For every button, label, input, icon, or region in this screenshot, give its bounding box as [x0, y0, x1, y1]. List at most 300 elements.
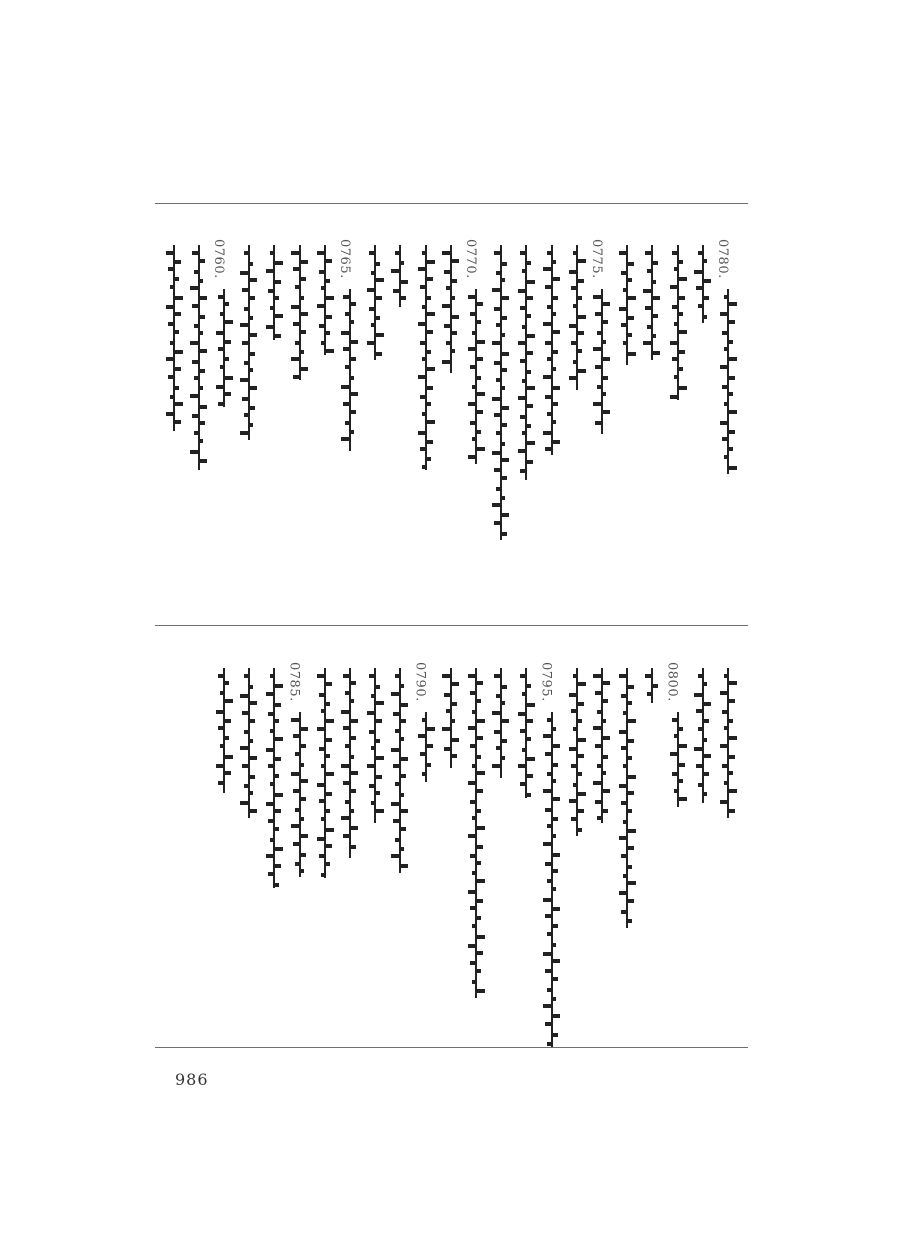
- glyph-stroke: [240, 323, 249, 327]
- glyph-stroke: [552, 797, 560, 801]
- glyph-stroke: [274, 719, 279, 723]
- glyph-stroke: [526, 684, 531, 688]
- glyph-stroke: [274, 737, 283, 741]
- glyph-stroke: [442, 251, 451, 255]
- glyph-stroke: [470, 691, 476, 695]
- glyph-stroke: [627, 719, 636, 723]
- glyph-stroke: [518, 449, 526, 453]
- glyph-stroke: [317, 837, 325, 841]
- glyph-stroke: [602, 736, 610, 740]
- glyph-stroke: [300, 817, 304, 821]
- glyph-stroke: [391, 692, 400, 696]
- glyph-stroke: [492, 503, 501, 507]
- glyph-stroke: [593, 674, 602, 678]
- glyph-stroke: [249, 316, 253, 320]
- glyph-stroke: [190, 394, 199, 398]
- glyph-stroke: [295, 808, 300, 812]
- glyph-stroke: [426, 367, 435, 371]
- glyph-stroke: [422, 357, 426, 361]
- glyph-stroke: [501, 423, 507, 427]
- glyph-stroke: [216, 764, 224, 768]
- glyph-stroke: [451, 682, 459, 686]
- glyph-stroke: [291, 305, 300, 309]
- glyph-stroke: [224, 719, 231, 723]
- line-number: 0780.: [715, 239, 730, 279]
- glyph-stroke: [426, 763, 431, 767]
- glyph-stroke: [602, 302, 610, 306]
- glyph-stroke: [375, 791, 380, 795]
- glyph-stroke: [552, 350, 558, 354]
- glyph-stroke: [400, 280, 408, 284]
- glyph-stroke: [496, 378, 501, 382]
- glyph-stroke: [728, 719, 733, 723]
- glyph-stroke: [293, 322, 300, 326]
- glyph-stroke: [577, 772, 582, 776]
- glyph-stroke: [602, 699, 608, 703]
- glyph-stroke: [543, 898, 552, 902]
- glyph-stroke: [674, 267, 678, 271]
- glyph-stroke: [224, 699, 233, 703]
- glyph-stroke: [678, 386, 687, 390]
- glyph-stroke: [224, 392, 231, 396]
- glyph-stroke: [350, 410, 356, 414]
- glyph-stroke: [174, 330, 179, 334]
- glyph-stroke: [619, 836, 627, 840]
- glyph-stroke: [476, 916, 481, 920]
- glyph-stroke: [476, 935, 485, 939]
- glyph-stroke: [418, 322, 426, 326]
- glyph-stroke: [321, 341, 325, 345]
- glyph-stroke: [240, 694, 249, 698]
- glyph-stroke: [274, 334, 281, 338]
- glyph-stroke: [319, 747, 325, 751]
- glyph-stroke: [295, 285, 300, 289]
- glyph-stroke: [369, 307, 375, 311]
- glyph-stroke: [476, 392, 485, 396]
- glyph-stroke: [270, 306, 274, 310]
- glyph-stroke: [371, 746, 375, 750]
- glyph-stroke: [224, 771, 231, 775]
- glyph-stroke: [722, 764, 728, 768]
- glyph-stroke: [552, 277, 560, 281]
- glyph-stroke: [268, 819, 274, 823]
- glyph-stroke: [470, 800, 476, 804]
- glyph-stroke: [451, 754, 457, 758]
- glyph-stroke: [522, 692, 526, 696]
- glyph-stroke: [249, 386, 257, 390]
- glyph-stroke: [602, 771, 606, 775]
- glyph-stroke: [670, 341, 678, 345]
- glyph-stroke: [577, 682, 586, 686]
- glyph-stroke: [520, 674, 526, 678]
- glyph-stroke: [577, 331, 584, 335]
- glyph-stroke: [627, 899, 634, 903]
- glyph-stroke: [400, 827, 406, 831]
- glyph-stroke: [418, 375, 426, 379]
- glyph-stroke: [552, 727, 556, 731]
- glyph-stroke: [728, 466, 737, 470]
- glyph-stroke: [192, 360, 199, 364]
- glyph-stroke: [494, 674, 501, 678]
- glyph-stroke: [274, 314, 283, 318]
- glyph-stroke: [696, 764, 703, 768]
- glyph-stroke: [451, 702, 457, 706]
- glyph-stroke: [645, 306, 652, 310]
- glyph-stroke: [420, 447, 426, 451]
- glyph-stroke: [170, 395, 174, 399]
- glyph-stroke: [724, 402, 728, 406]
- glyph-stroke: [552, 420, 556, 424]
- glyph-stroke: [426, 312, 435, 316]
- glyph-stroke: [242, 764, 249, 768]
- glyph-stroke: [293, 734, 300, 738]
- glyph-stroke: [526, 351, 533, 355]
- glyph-stroke: [244, 251, 249, 255]
- glyph-stroke: [703, 279, 711, 283]
- glyph-stroke: [174, 350, 183, 354]
- glyph-stroke: [703, 296, 709, 300]
- glyph-stroke: [526, 370, 531, 374]
- glyph-stroke: [492, 711, 501, 715]
- glyph-stroke: [395, 251, 400, 255]
- glyph-stroke: [627, 262, 634, 266]
- line-number: 0795.: [538, 662, 554, 702]
- glyph-stroke: [476, 899, 483, 903]
- glyph-stroke: [220, 744, 224, 748]
- glyph-stroke: [552, 440, 560, 444]
- glyph-stroke: [470, 961, 476, 965]
- glyph-stroke: [371, 323, 375, 327]
- glyph-stroke: [571, 817, 577, 821]
- glyph-stroke: [678, 312, 683, 316]
- glyph-stroke: [547, 932, 552, 936]
- glyph-stroke: [720, 365, 728, 369]
- glyph-stroke: [369, 730, 375, 734]
- glyph-stroke: [526, 296, 533, 300]
- glyph-stroke: [350, 376, 354, 380]
- glyph-stroke: [552, 853, 560, 857]
- glyph-stroke: [422, 305, 426, 309]
- glyph-stroke: [623, 711, 627, 715]
- glyph-stroke: [244, 413, 249, 417]
- glyph-stroke: [552, 959, 560, 963]
- glyph-stroke: [470, 854, 476, 858]
- glyph-stroke: [468, 944, 476, 948]
- glyph-stroke: [571, 709, 577, 713]
- glyph-stroke: [426, 277, 433, 281]
- glyph-stroke: [270, 674, 274, 678]
- glyph-stroke: [672, 305, 678, 309]
- glyph-stroke: [375, 685, 380, 689]
- glyph-stroke: [268, 872, 274, 876]
- glyph-stroke: [240, 801, 249, 805]
- glyph-stroke: [422, 251, 426, 255]
- glyph-stroke: [249, 809, 257, 813]
- glyph-stroke: [492, 288, 501, 292]
- glyph-stroke: [678, 727, 683, 731]
- glyph-stroke: [174, 312, 181, 316]
- glyph-stroke: [602, 392, 606, 396]
- glyph-stroke: [627, 846, 634, 850]
- glyph-stroke: [274, 296, 279, 300]
- glyph-stroke: [526, 774, 533, 778]
- glyph-stroke: [367, 341, 375, 345]
- glyph-stroke: [400, 719, 406, 723]
- glyph-stroke: [476, 969, 481, 973]
- glyph-stroke: [703, 682, 707, 686]
- glyph-stroke: [244, 361, 249, 365]
- top-rule: [155, 203, 748, 204]
- glyph-stroke: [619, 784, 627, 788]
- glyph-stroke: [369, 251, 375, 255]
- glyph-stroke: [552, 744, 560, 748]
- glyph-stroke: [552, 887, 556, 891]
- glyph-stroke: [569, 799, 577, 803]
- glyph-stroke: [672, 772, 678, 776]
- glyph-stroke: [694, 747, 703, 751]
- glyph-stroke: [444, 693, 451, 697]
- glyph-stroke: [199, 405, 207, 409]
- glyph-stroke: [274, 883, 279, 887]
- glyph-stroke: [501, 406, 509, 410]
- glyph-stroke: [552, 367, 556, 371]
- glyph-stroke: [422, 412, 426, 416]
- glyph-stroke: [476, 989, 485, 993]
- glyph-stroke: [442, 360, 451, 364]
- glyph-stroke: [552, 260, 556, 264]
- glyph-stroke: [597, 710, 602, 714]
- glyph-stroke: [249, 368, 253, 372]
- glyph-stroke: [703, 754, 711, 758]
- glyph-stroke: [623, 764, 627, 768]
- glyph-stroke: [418, 431, 426, 435]
- glyph-stroke: [472, 924, 476, 928]
- glyph-stroke: [728, 755, 735, 759]
- glyph-stroke: [174, 420, 181, 424]
- glyph-stroke: [647, 269, 652, 273]
- glyph-stroke: [552, 296, 558, 300]
- glyph-stroke: [319, 693, 325, 697]
- glyph-stroke: [375, 316, 380, 320]
- glyph-stroke: [547, 1042, 552, 1046]
- glyph-stroke: [602, 376, 608, 380]
- glyph-stroke: [224, 302, 229, 306]
- glyph-stroke: [573, 674, 577, 678]
- glyph-stroke: [341, 331, 350, 335]
- glyph-stroke: [696, 286, 703, 290]
- glyph-stroke: [224, 376, 233, 380]
- glyph-stroke: [199, 331, 203, 335]
- glyph-stroke: [722, 710, 728, 714]
- glyph-stroke: [367, 711, 375, 715]
- glyph-stroke: [170, 341, 174, 345]
- glyph-stroke: [621, 854, 627, 858]
- glyph-stroke: [678, 277, 687, 281]
- glyph-stroke: [190, 450, 199, 454]
- glyph-stroke: [724, 347, 728, 351]
- glyph-stroke: [573, 360, 577, 364]
- glyph-stroke: [619, 674, 627, 678]
- glyph-stroke: [619, 307, 627, 311]
- glyph-stroke: [218, 726, 224, 730]
- script-stem: [475, 668, 477, 998]
- glyph-stroke: [300, 763, 304, 767]
- glyph-stroke: [547, 988, 552, 992]
- glyph-stroke: [476, 789, 483, 793]
- glyph-stroke: [494, 251, 501, 255]
- glyph-stroke: [595, 800, 602, 804]
- glyph-stroke: [501, 296, 509, 300]
- glyph-stroke: [674, 789, 678, 793]
- glyph-stroke: [266, 269, 274, 273]
- glyph-stroke: [321, 286, 325, 290]
- glyph-stroke: [602, 809, 608, 813]
- glyph-stroke: [244, 307, 249, 311]
- glyph-stroke: [670, 285, 678, 289]
- glyph-stroke: [446, 286, 451, 290]
- glyph-stroke: [350, 736, 356, 740]
- glyph-stroke: [674, 322, 678, 326]
- glyph-stroke: [720, 744, 728, 748]
- glyph-stroke: [526, 404, 533, 408]
- glyph-stroke: [476, 755, 481, 759]
- glyph-stroke: [678, 296, 685, 300]
- glyph-stroke: [670, 752, 678, 756]
- bottom-rule: [155, 1047, 748, 1048]
- glyph-stroke: [375, 333, 384, 337]
- glyph-stroke: [703, 259, 707, 263]
- glyph-stroke: [375, 756, 384, 760]
- glyph-stroke: [274, 280, 281, 284]
- glyph-stroke: [501, 278, 505, 282]
- glyph-stroke: [350, 681, 356, 685]
- glyph-stroke: [627, 809, 632, 813]
- glyph-stroke: [350, 302, 356, 306]
- glyph-stroke: [325, 828, 334, 832]
- glyph-stroke: [470, 312, 476, 316]
- glyph-stroke: [350, 719, 358, 723]
- glyph-stroke: [194, 324, 199, 328]
- glyph-stroke: [444, 747, 451, 751]
- glyph-stroke: [476, 410, 483, 414]
- glyph-stroke: [375, 296, 382, 300]
- glyph-stroke: [501, 386, 505, 390]
- glyph-stroke: [476, 430, 481, 434]
- glyph-stroke: [722, 437, 728, 441]
- glyph-stroke: [319, 799, 325, 803]
- glyph-stroke: [476, 845, 483, 849]
- glyph-stroke: [317, 674, 325, 678]
- glyph-stroke: [393, 819, 400, 823]
- glyph-stroke: [476, 719, 485, 723]
- glyph-stroke: [678, 350, 685, 354]
- glyph-stroke: [375, 719, 382, 723]
- glyph-stroke: [242, 711, 249, 715]
- glyph-stroke: [325, 279, 330, 283]
- glyph-stroke: [643, 341, 652, 345]
- glyph-stroke: [244, 730, 249, 734]
- glyph-stroke: [400, 864, 408, 868]
- glyph-stroke: [674, 734, 678, 738]
- glyph-stroke: [218, 781, 224, 785]
- glyph-stroke: [442, 674, 451, 678]
- glyph-stroke: [240, 378, 249, 382]
- glyph-stroke: [400, 703, 408, 707]
- glyph-stroke: [266, 802, 274, 806]
- glyph-stroke: [317, 304, 325, 308]
- glyph-stroke: [420, 395, 426, 399]
- glyph-stroke: [321, 817, 325, 821]
- glyph-stroke: [543, 842, 552, 846]
- glyph-stroke: [595, 744, 602, 748]
- glyph-stroke: [476, 340, 485, 344]
- glyph-stroke: [218, 295, 224, 299]
- glyph-stroke: [317, 251, 325, 255]
- page-number: 986: [175, 1070, 209, 1089]
- glyph-stroke: [472, 710, 476, 714]
- glyph-stroke: [291, 251, 300, 255]
- glyph-stroke: [295, 862, 300, 866]
- glyph-stroke: [341, 764, 350, 768]
- glyph-stroke: [552, 779, 556, 783]
- glyph-stroke: [552, 817, 558, 821]
- glyph-stroke: [343, 295, 350, 299]
- glyph-stroke: [494, 307, 501, 311]
- glyph-stroke: [268, 764, 274, 768]
- glyph-stroke: [573, 304, 577, 308]
- glyph-stroke: [375, 352, 382, 356]
- glyph-stroke: [698, 304, 703, 308]
- glyph-stroke: [451, 279, 457, 283]
- glyph-stroke: [476, 736, 483, 740]
- glyph-stroke: [468, 781, 476, 785]
- glyph-stroke: [476, 447, 485, 451]
- glyph-stroke: [420, 285, 426, 289]
- glyph-stroke: [492, 764, 501, 768]
- glyph-stroke: [501, 719, 509, 723]
- glyph-stroke: [300, 744, 306, 748]
- glyph-stroke: [174, 402, 183, 406]
- glyph-stroke: [569, 747, 577, 751]
- glyph-stroke: [526, 703, 535, 707]
- glyph-stroke: [224, 357, 229, 361]
- glyph-stroke: [552, 330, 560, 334]
- glyph-stroke: [266, 748, 274, 752]
- glyph-stroke: [670, 395, 678, 399]
- glyph-stroke: [350, 699, 354, 703]
- glyph-stroke: [619, 730, 627, 734]
- glyph-stroke: [526, 460, 533, 464]
- glyph-stroke: [547, 718, 552, 722]
- glyph-stroke: [728, 681, 737, 685]
- glyph-stroke: [274, 847, 283, 851]
- glyph-stroke: [270, 782, 274, 786]
- glyph-stroke: [468, 295, 476, 299]
- glyph-stroke: [627, 865, 632, 869]
- glyph-stroke: [593, 347, 602, 351]
- glyph-stroke: [545, 862, 552, 866]
- glyph-stroke: [652, 296, 660, 300]
- glyph-stroke: [621, 271, 627, 275]
- glyph-stroke: [325, 792, 332, 796]
- glyph-stroke: [545, 285, 552, 289]
- glyph-stroke: [722, 331, 728, 335]
- glyph-stroke: [627, 278, 632, 282]
- glyph-stroke: [249, 278, 257, 282]
- glyph-stroke: [593, 781, 602, 785]
- glyph-stroke: [325, 331, 330, 335]
- glyph-stroke: [244, 784, 249, 788]
